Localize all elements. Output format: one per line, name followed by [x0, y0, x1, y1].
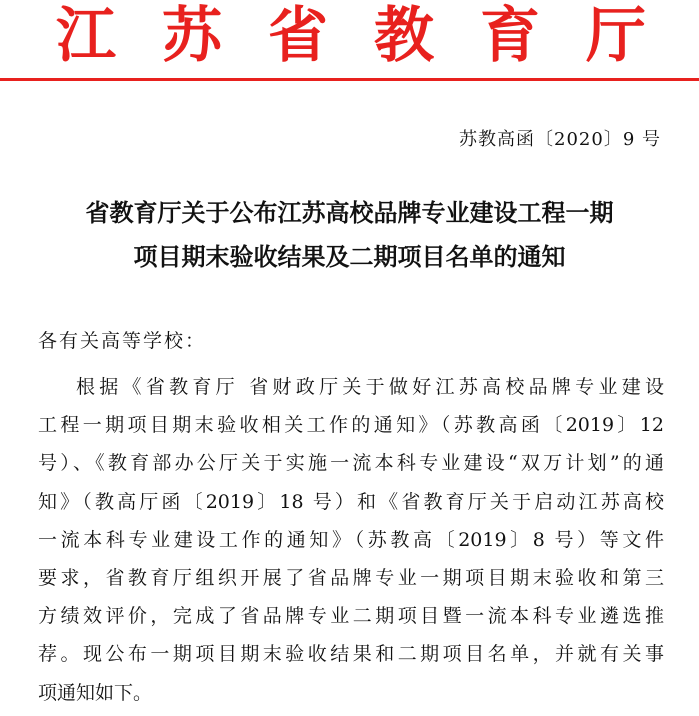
document-title-line-1: 省教育厅关于公布江苏高校品牌专业建设工程一期: [85, 199, 614, 227]
body-line: 知》（教高厅函〔2019〕18 号）和《省教育厅关于启动江苏高校: [38, 490, 664, 513]
body-line: 工程一期项目期末验收相关工作的通知》（苏教高函〔2019〕12: [38, 414, 664, 437]
salutation: 各有关高等学校：: [38, 330, 207, 352]
letterhead: [0, 0, 699, 86]
body-line: 要求，省教育厅组织开展了省品牌专业一期项目期末验收和第三: [38, 566, 664, 589]
org-char: 厅: [586, 1, 646, 71]
document-title-line-2: 项目期末验收结果及二期项目名单的通知: [133, 243, 566, 271]
issuing-authority-name: [56, 1, 646, 71]
body-line: 一流本科专业建设工作的通知》（苏教高〔2019〕8 号）等文件: [38, 528, 664, 551]
body-line: 号）、《教育部办公厅关于实施一流本科专业建设“双万计划”的通: [38, 452, 664, 475]
document-number: 苏教高函〔2020〕9 号: [459, 129, 661, 150]
org-char: 育: [480, 1, 540, 71]
org-char: 教: [374, 1, 434, 71]
org-char: 江: [56, 1, 116, 71]
body-line: 方绩效评价，完成了省品牌专业二期项目暨一流本科专业遴选推: [38, 605, 664, 628]
body-line: 项通知如下。: [38, 681, 153, 704]
body-line: 根据《省教育厅 省财政厅关于做好江苏高校品牌专业建设: [76, 376, 664, 398]
body-paragraph: [38, 368, 664, 712]
org-char: 苏: [162, 1, 222, 71]
red-divider-rule: [0, 78, 699, 81]
body-line: 荐。现公布一期项目期末验收结果和二期项目名单，并就有关事: [38, 643, 664, 666]
org-char: 省: [268, 1, 328, 71]
